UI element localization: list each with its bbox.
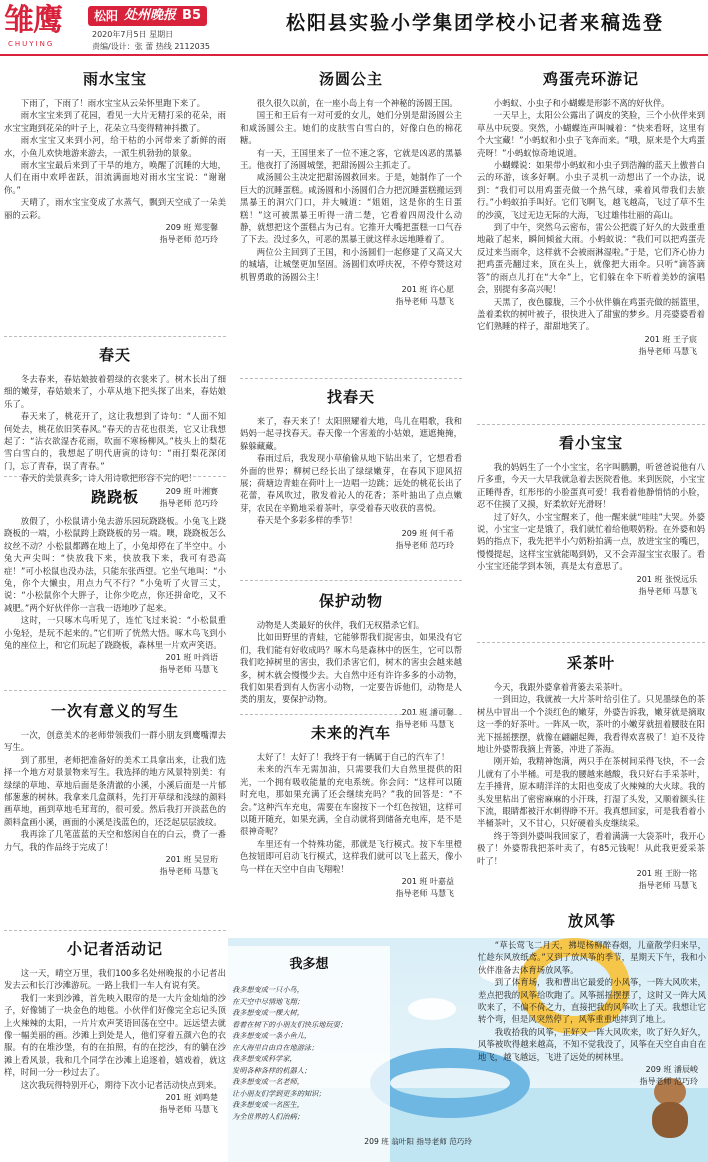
article-title: 鸡蛋壳环游记	[542, 70, 639, 88]
author-byline: 201 班 潘可馨	[401, 707, 454, 717]
section-divider	[477, 424, 705, 425]
article-title: 看小宝宝	[558, 434, 623, 452]
article-body	[477, 681, 705, 867]
paragraph: 我收拾我的风筝，正好又一阵大风吹来，吹了好久好久，风筝被吹得越来越高，不知不觉我没了，风筝在天空自由自在地飞，越飞越远，飞进了远处的树林里。	[478, 1026, 706, 1062]
kite-article	[478, 908, 706, 1118]
paragraph: 太好了！太好了！我终于有一辆属于自己的汽车了！	[256, 752, 450, 762]
logo-subtitle: CHUYING	[8, 40, 55, 48]
author-byline: 201 班 王盼一铭	[636, 869, 697, 879]
paragraph: 一到田边，我就被一大片茶叶给引住了。只见墨绿色的茶树丛中冒出一个个淡红色的嫩芽，外婆告诉我，嫩芽就是摘取这一季的好茶叶。一阵风一吹，茶叶的小嫩芽就扭着腰肢在阳光下摇摇摆摆，就像在翩翩起舞，我看得欢喜极了！迫不及待地让外婆帮我摘上背篓，冲进了茶海。	[477, 694, 705, 755]
article	[477, 646, 705, 892]
paragraph: 咸汤圆公主决定把甜汤圆救回来。于是，她制作了一个巨大的沉睡蛋糕。咸汤圆和小汤圆们合力把沉睡蛋糕搬运到黑暴王的洞穴门口，并大喊道：“姐姐，这是你的生日蛋糕！”这可被黑暴王听得一清二楚，它看着四周没什么动静，就想把这个蛋糕占为己有。它推开大嘴把蛋糕一口气吞了下去。没过多久，可恶的黑暴王就这样永远地睡着了。	[240, 172, 462, 245]
paragraph: 冬去春来，春姑娘披着碧绿的衣裳来了。树木长出了细细的嫩芽，春姑娘来了，小草从地下把头探了出来，春姑娘乐了。	[4, 374, 226, 409]
teacher-credit: 指导老师 马慧飞	[638, 346, 697, 356]
article-title: 跷跷板	[90, 488, 139, 506]
article	[477, 62, 705, 358]
paragraph: 到了中午，突然乌云密布，雷公公把震了好久的大鼓重重地敲了起来，瞬间倾盆大雨。小蚂蚁说：“我们可以把鸡蛋壳反过来当雨伞，这样就不会被雨淋湿啦。”于是，它们齐心协力把鸡蛋壳翻过来，顶在头上，就像把大雨伞。只听“滴答滴答”的雨点儿打在“大伞”上，它们躲在伞下听着美妙的演唱会，别提有多高兴呢！	[477, 222, 705, 295]
poem-line: 看着在树下的小朋友们快乐地玩耍；	[232, 1019, 348, 1029]
article-body	[4, 373, 226, 485]
masthead	[0, 0, 708, 56]
author-byline: 209 班 翁叶阳	[364, 1137, 414, 1146]
section-divider	[4, 476, 226, 477]
paragraph: 我的妈妈生了一个小宝宝，名字叫鹏鹏，听爸爸说他有八斤多重，今天一大早我就急着去医院看他。来到医院，小宝宝正睡得香，红彤彤的小脸蛋真可爱！我看着他静悄悄的小脸，忍不住摸了又摸，好柔软好光滑呀！	[477, 462, 705, 510]
masthead-rule	[0, 54, 708, 56]
paragraph: 雨水宝宝来到了花园，看见一大片无精打采的花朵，雨水宝宝跑到花朵的叶子上，花朵立马变得精神抖擞了。	[4, 110, 226, 133]
teacher-credit: 指导老师 马慧飞	[395, 297, 454, 307]
article	[4, 480, 226, 676]
poem-line: 发明各种各样的机器人；	[232, 1065, 312, 1075]
author-byline: 209 班 叶湘赛	[165, 486, 218, 496]
paragraph: 我再涂了几笔蓝蓝的天空和悠闲自在的白云，费了一番力气，我的作品终于完成了！	[4, 829, 226, 852]
paragraph: 刚开始，我精神饱满，两只手在茶树间采得飞快，不一会儿就有了小半桶。可是我的腰越来越酸，我只好右手采茶叶，左手捶背，原本晴洋洋的太阳也变成了火辣辣的大火球。我的头发里粘出了密密麻麻的小汗珠，打湿了头发，又顺着额头往下流，眼睛都被汗水刺得睁不开。我真想回家，可是我看着小半桶茶叶，又不甘心，只好硬着头皮继续采。	[477, 756, 705, 829]
paragraph: 有一天，王国里来了一位不速之客，它就是凶恶的黑暴王。他夜打了汤圆城堡，把甜汤圆公主抓走了。	[240, 147, 462, 171]
article	[4, 62, 226, 246]
article	[4, 694, 226, 878]
article-body	[478, 939, 706, 1063]
paragraph: 雨水宝宝最后来到了干旱的地方，唤醒了沉睡的大地，人们在雨中欢呼雀跃，泪流满面地对雨水宝宝说：“谢谢你。”	[4, 160, 226, 195]
article-body	[240, 619, 462, 706]
teacher-credit: 指导老师 马慧飞	[159, 665, 218, 675]
section-divider	[240, 378, 462, 379]
poem-line: 我多想变成一名老师，	[232, 1077, 304, 1086]
teacher-credit: 指导老师 范巧玲	[416, 1137, 472, 1146]
section-divider	[240, 714, 462, 715]
article-body	[4, 967, 226, 1091]
poem-byline	[232, 1136, 472, 1147]
paragraph: 雨水宝宝又来到小河，给干枯的小河带来了新鲜的雨水，小鱼儿欢快地游来游去，一派生机勃勃的景象。	[4, 135, 226, 158]
poem-line: 我多想变成一只小鸟，	[232, 985, 304, 994]
article-body	[4, 515, 226, 651]
poem-line: 在天空中尽情地飞翔；	[232, 996, 304, 1006]
article	[477, 426, 705, 598]
section-divider	[4, 690, 226, 691]
paragraph: 天晴了，雨水宝宝变成了水蒸气，飘到天空成了一朵美丽的云彩。	[4, 197, 226, 220]
poem-line: 在大海里自由自在地游泳；	[232, 1042, 319, 1052]
article-title: 春天	[98, 346, 131, 364]
paragraph: 两位公主回到了王国，和小汤圆们一起修建了又高又大的城墙，让城堡更加坚固。汤圆们欢呼庆祝，不停夸赞这对机智勇敢的汤圆公主！	[240, 246, 462, 282]
editor-credit: 责编/设计：张 蕾 热线 2112035	[92, 42, 210, 51]
article-title: 雨水宝宝	[82, 70, 147, 88]
paragraph: 春雨过后，我发现小草偷偷从地下钻出来了，它想看看外面的世界；柳树已经长出了绿绿嫩芽，在春风下迎风招展；荷塘边青蛙在荷叶上一边唱一边跳；远处的桃花长出了花蕾，春风吹过，散发着沁人的花香；茶叶抽出了点点嫩芽，农民在辛勤地采着茶叶，享受着春天收获的喜悦。	[240, 453, 462, 513]
paragraph: 放假了，小松鼠请小兔去游乐园玩跷跷板。小兔飞上跷跷板的一端，小松鼠跨上跷跷板的另一端。噢，跷跷板怎么纹丝不动？小松鼠都蹲在地上了，小兔却停在了半空中。小兔大声尖叫：“快放我下来，快放我下来，我可有恐高症！”可小松鼠也没办法，只能东张西望。它坐气地叫：“小兔，你个大懒虫，用点力气不行？”小兔听了火冒三丈，说：“小松鼠你个大胖子，让你少吃点，你还拼命吃，又不减肥。”两个好伙伴你一言我一语地吵了起来。	[4, 516, 226, 613]
paragraph: 春天是个多彩多样的季节！	[256, 515, 358, 526]
article-body	[240, 415, 462, 527]
paragraph: 天黑了，夜色朦胧，三个小伙伴躺在鸡蛋壳做的摇篮里，盖着柔软的树叶被子，很快进入了甜蜜的梦乡。月亮婆婆看着它们熟睡的样子，甜甜地笑了。	[477, 296, 705, 332]
page-headline: 松阳县实验小学集团学校小记者来稿选登	[285, 12, 664, 34]
poem-line: 我多想变成科学家，	[232, 1054, 297, 1063]
poem-line: 为全世界的人们治病；	[232, 1111, 304, 1121]
paragraph: 小蝴蝶说：如果带小蚂蚁和小虫子到浩瀚的蓝天上傲普白云的环游，该多好啊。小虫子灵机一动想出了一个办法，说到：“我们可以用鸡蛋壳做一个热气球，乘着风带我们去旅行。”小蚂蚁拍手叫好。它们飞啊飞，越飞越高，飞过了草不生的沙漠，飞过无边无际的大海，飞过雄伟壮丽的高山。	[477, 160, 705, 220]
paragraph: 这时，一只啄木鸟听见了，连忙飞过来说：“小松鼠重小兔轻，是玩不起来的。”它们听了恍然大悟。啄木鸟飞到小兔的座位上，和它们玩起了跷跷板，森林里一片欢声笑语。	[4, 615, 226, 651]
section-divider	[240, 580, 462, 581]
author-byline: 201 班 叶嘉益	[401, 877, 454, 887]
paper-name: 处州晚报	[124, 8, 177, 23]
teacher-credit: 指导老师 范巧玲	[159, 235, 218, 245]
poem-title: 我多想	[289, 957, 329, 972]
paragraph: 到了体育场，我和曹出它最爱的小风筝，一阵大风吹来，差点把我的风筝给吹跑了。风筝摇摇摆摆了，这时又一阵大风吹来了，不偏不倚之力，直接把我的风筝吹上了天。我想让它转个弯，但是风突然停了，风筝重重地摔到了地上。	[478, 977, 706, 1025]
paragraph: 动物是人类最好的伙伴，我们无权猎杀它们。	[256, 620, 425, 630]
article-body	[240, 97, 462, 283]
author-byline: 201 班 许心愿	[401, 285, 454, 295]
paragraph: “草长莺飞二月天，拂堤杨柳醉春烟，儿童散学归来早，忙趁东风放纸鸢。”又到了放风筝的季节，星期天下午，我和小伙伴准备去体育场放风筝。	[478, 940, 706, 975]
article-title: 汤圆公主	[318, 70, 383, 88]
poem-line: 我多想变成一条小鱼儿，	[232, 1031, 312, 1040]
city-label: 松阳	[94, 9, 119, 23]
newspaper-logo	[2, 2, 86, 52]
paragraph: 一天早上，太阳公公露出了调皮的笑脸，三个小伙伴来到草丛中玩耍。突然，小蝴蝶连声叫喊着：“快来看呀，这里有个大宝藏！”小蚂蚁和小虫子飞奔而来。“哦，原来是个大鸡蛋壳呀！”小蚂蚁惊奇地说道。	[477, 110, 705, 158]
article	[240, 584, 462, 731]
article	[240, 380, 462, 552]
article	[240, 716, 462, 900]
article-title: 采茶叶	[566, 654, 615, 672]
paragraph: 春天来了，桃花开了，这让我想到了诗句：“人面不知何处去，桃花依旧笑春风。”春天的吉花也很美，它又让我想起了：“沾衣欲湿杏花雨，吹面不寒杨柳风。”枝头上的梨花雪白雪白的，我想起了明代唐寅的诗句：“雨打梨花深闭门，忘了青春，误了青春。”	[4, 411, 226, 471]
teacher-credit: 指导老师 马慧飞	[159, 867, 218, 877]
paragraph: 我们一来到沙滩，首先映入眼帘的是一大片金灿灿的沙子，好像铺了一块金色的地毯。小伙伴们好像完全忘记头顶上火辣辣的太阳，一片片欢声笑语回荡在空中。远远望去就像一幅美丽的画。沙滩上到处是人，他们穿着五颜六色的衣服。有的在堆沙堡，有的在拍照，有的在挖沙，有的躺在沙滩上看风景，我和几个同学在沙滩上追逐着，嬉戏着，就这样，时间一分一秒过去了。	[4, 992, 226, 1078]
poem-lines	[232, 984, 386, 1122]
cloud-icon	[408, 998, 456, 1020]
issue-date: 2020年7月5日 星期日	[92, 30, 174, 39]
poem-line: 我多想变成一名医生，	[232, 1100, 304, 1109]
article-title: 小记者活动记	[66, 940, 163, 958]
paragraph: 下雨了，下雨了！雨水宝宝从云朵怀里跑下来了。	[20, 98, 206, 108]
article-body	[240, 751, 462, 875]
author-byline: 201 班 张悦远乐	[636, 574, 697, 584]
article-body	[477, 97, 705, 333]
paragraph: 未来的汽车无需加油，只需要我们大自然里提供的阳光，一个拥有吸收能量的充电系统。你会问：“这样可以随时充电，那如果充满了还会继续充吗？”我的回答是：“不会。”这种汽车充电，需要在车窗按下一个红色按钮，这样可以随开随充，如果充满，全自动就将到储备充电库，是不是很神奇呢？	[240, 764, 462, 837]
paragraph: 来了，春天来了！太阳照耀着大地，鸟儿在唱歌，我和妈妈一起寻找春天。春天像一个害羞的小姑娘，遮遮掩掩，躲躲藏藏。	[240, 416, 462, 451]
article-title: 放风筝	[567, 912, 616, 930]
author-byline: 201 班 吴昱珩	[165, 855, 218, 865]
author-byline: 209 班 潘辰峻	[645, 1065, 698, 1075]
author-byline: 201 班 王子宸	[644, 334, 697, 344]
teacher-credit: 指导老师 范巧玲	[159, 498, 218, 508]
article-body	[477, 461, 705, 573]
paragraph: 比如田野里的青蛙，它能够帮我们捉害虫，如果没有它们，我们能有好收成吗？啄木鸟是森林中的医生，它可以帮我们吃掉树里的害虫，我们杀害它们，树木的害虫会越来越多，树木就会慢慢少去。大自然中还有许许多多的小动物，我们如果看到有人伤害小动物，一定要告诉他们，动物是人类的朋友，要保护动物。	[240, 632, 462, 705]
teacher-credit: 指导老师 范巧玲	[639, 1077, 698, 1087]
paragraph: 今天，我跟外婆拿着背篓去采茶叶。	[493, 682, 628, 692]
paragraph: 这一天，晴空万里，我们100多名处州晚报的小记者出发去云和长汀沙滩游玩。一路上我们一车人有说有笑。	[4, 968, 226, 991]
teacher-credit: 指导老师 马慧飞	[395, 719, 454, 729]
paragraph: 车里还有一个特殊功能，那就是飞行模式。按下车里橙色按钮即可启动飞行模式，这样我们就可以飞上蓝天，像小鸟一样在天空中自由飞翔啦！	[240, 838, 462, 874]
article-body	[4, 97, 226, 221]
paragraph: 国王和王后有一对可爱的女儿，她们分别是甜汤圆公主和咸汤圆公主。她们的皮肤雪白雪白的，好像白色的棉花糖。	[240, 110, 462, 146]
poem-line: 让小朋友们学到更多的知识；	[232, 1088, 326, 1098]
article-body	[4, 729, 226, 853]
logo-text: 雏鹰	[4, 3, 62, 38]
article	[240, 62, 462, 308]
article	[4, 932, 226, 1116]
teacher-credit: 指导老师 马慧飞	[395, 889, 454, 899]
paragraph: 到了那里，老师把准备好的美术工具拿出来，让我们选择一个地方对景景物来写生。我选择的地方风景特别美：有绿绿的草地、草地后面是条清澈的小溪，小溪后面是一片郁郁葱葱的树林。我拿来几盒颜料，先打开草绿和浅绿的颜料画草地，画到草地毛茸茸的，很可爱。然后我打开淡蓝色的颜料盒画小溪，画面的小溪是浅蓝色的，还泛起层层波纹。	[4, 754, 226, 827]
section-divider	[4, 930, 226, 931]
paragraph: 很久很久以前，在一座小岛上有一个神秘的汤圆王国。	[256, 98, 458, 108]
brand-bar	[88, 6, 207, 26]
paragraph: 春天的美景真多，诗人用诗歌把形容不完的吧！	[20, 473, 197, 484]
author-byline: 209 班 郑雯馨	[165, 223, 218, 233]
paragraph: 小蚂蚁、小虫子和小蝴蝶是形影不离的好伙伴。	[493, 98, 670, 108]
section-divider	[477, 642, 705, 643]
author-byline: 201 班 刘鸣楚	[165, 1093, 218, 1103]
page-number: B5	[182, 8, 201, 23]
article-title: 找春天	[326, 388, 375, 406]
paragraph: 一次，创意美术的老师带领我们一群小朋友到鹰嘴潭去写生。	[4, 730, 226, 753]
author-byline: 201 班 叶尚语	[165, 653, 218, 663]
section-divider	[4, 336, 226, 337]
article-title: 一次有意义的写生	[50, 702, 179, 720]
article-title: 保护动物	[318, 592, 383, 610]
author-byline: 209 班 何千希	[401, 528, 454, 538]
teacher-credit: 指导老师 马慧飞	[638, 586, 697, 596]
teacher-credit: 指导老师 马慧飞	[638, 881, 697, 891]
paragraph: 这次我玩得特别开心，期待下次小记者活动快点到来。	[20, 1079, 222, 1090]
paragraph: 终于等到外婆叫我回家了，看着满满一大袋茶叶，我开心极了！外婆帮我把茶叶卖了，有85元钱呢！从此我更爱采茶叶了！	[477, 830, 705, 866]
poem-line: 我多想变成一棵大树，	[232, 1008, 304, 1017]
paragraph: 过了好久，小宝宝醒来了，他一醒来就“哇哇”大哭。外婆说，小宝宝一定是饿了，我们就忙着给他喂奶粉。在外婆和妈妈的指点下，我先把半小勺奶粉拍满一点，放进宝宝的嘴巴，慢慢提起，这样宝宝就能喝到奶，又不会弄湿宝宝衣服了。看小宝宝还能学到本领，真是太有意思了。	[477, 511, 705, 572]
teacher-credit: 指导老师 范巧玲	[395, 540, 454, 550]
article-title: 未来的汽车	[310, 724, 391, 742]
teacher-credit: 指导老师 马慧飞	[159, 1105, 218, 1115]
